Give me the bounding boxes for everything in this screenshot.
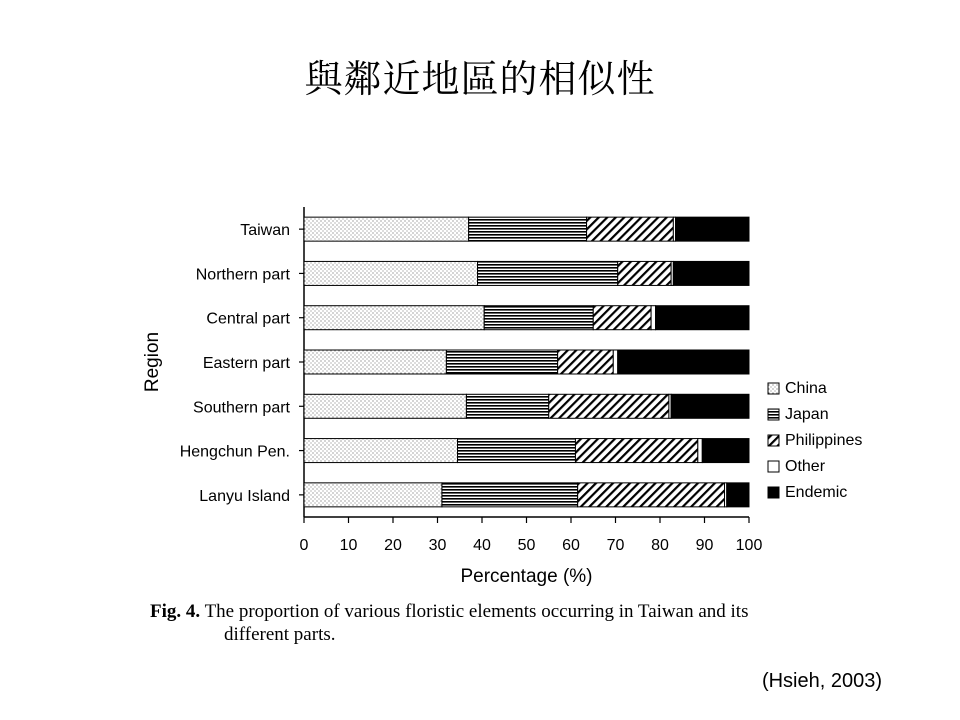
slide-title: 與鄰近地區的相似性: [304, 57, 656, 101]
x-tick-label: 50: [517, 537, 536, 554]
bar-segment-endemic: [676, 217, 749, 241]
bar-segment-china: [304, 439, 458, 463]
legend-swatch-japan: [768, 409, 779, 420]
legend-swatch-other: [768, 461, 779, 472]
caption-label: Fig. 4.: [150, 601, 201, 622]
bar-segment-japan: [466, 394, 548, 418]
legend-label-philippines: Philippines: [785, 432, 863, 449]
bar-segment-china: [304, 394, 466, 418]
bar-segment-china: [304, 261, 478, 285]
bar-segment-endemic: [702, 439, 749, 463]
bar-segment-endemic: [656, 306, 749, 330]
y-tick-label: Lanyu Island: [199, 487, 290, 505]
x-tick-label: 70: [606, 537, 625, 554]
bar-segment-other: [613, 350, 617, 374]
bar-segment-japan: [478, 261, 618, 285]
bar-segment-other: [698, 439, 702, 463]
legend-swatch-china: [768, 383, 779, 394]
legend-label-japan: Japan: [785, 406, 829, 423]
y-tick-label: Hengchun Pen.: [179, 443, 290, 461]
bar-segment-japan: [484, 306, 593, 330]
bar-segment-philippines: [549, 394, 669, 418]
x-tick-label: 0: [299, 537, 309, 554]
x-tick-label: 100: [735, 537, 763, 554]
y-tick-label: Central part: [206, 310, 290, 328]
figure-caption: [150, 600, 870, 646]
caption-line-2: different parts.: [224, 624, 336, 645]
y-axis-title: Region: [142, 331, 163, 393]
bar-segment-japan: [469, 217, 587, 241]
y-tick-label: Eastern part: [202, 355, 290, 372]
bar-segment-other: [651, 306, 655, 330]
x-axis-title: Percentage (%): [460, 566, 593, 587]
legend-label-endemic: Endemic: [785, 484, 848, 501]
bar-segment-philippines: [578, 483, 725, 507]
citation: (Hsieh, 2003): [761, 670, 882, 692]
bar-segment-endemic: [727, 483, 749, 507]
bar-segment-endemic: [673, 261, 749, 285]
bar-segment-china: [304, 483, 442, 507]
bar-segment-japan: [442, 483, 578, 507]
y-tick-label: Taiwan: [240, 222, 290, 240]
caption-line-1: [150, 600, 870, 623]
legend-swatch-endemic: [768, 487, 779, 498]
bar-segment-philippines: [587, 217, 674, 241]
bar-segment-china: [304, 217, 469, 241]
y-tick-label: Southern part: [193, 399, 290, 417]
x-tick-label: 90: [695, 537, 714, 554]
bar-segment-philippines: [575, 439, 697, 463]
bar-segment-endemic: [618, 350, 749, 374]
x-tick-label: 60: [562, 537, 580, 554]
caption-text-1: The proportion of various floristic elements occurring in Taiwan and its: [204, 601, 749, 622]
bar-segment-china: [304, 306, 484, 330]
y-tick-label: Northern part: [195, 266, 290, 284]
x-tick-label: 40: [473, 537, 491, 554]
bar-segment-japan: [458, 439, 576, 463]
legend-label-china: China: [785, 380, 827, 397]
x-tick-label: 80: [651, 537, 669, 554]
bar-segment-japan: [446, 350, 557, 374]
bar-segment-china: [304, 350, 446, 374]
bar-segment-philippines: [593, 306, 651, 330]
bar-segment-endemic: [671, 394, 749, 418]
x-tick-label: 20: [384, 537, 402, 554]
legend-label-other: Other: [785, 458, 826, 475]
x-tick-label: 10: [339, 537, 358, 554]
legend-swatch-philippines: [768, 435, 779, 446]
x-tick-label: 30: [428, 537, 447, 554]
bar-segment-philippines: [618, 261, 671, 285]
bar-segment-philippines: [558, 350, 614, 374]
